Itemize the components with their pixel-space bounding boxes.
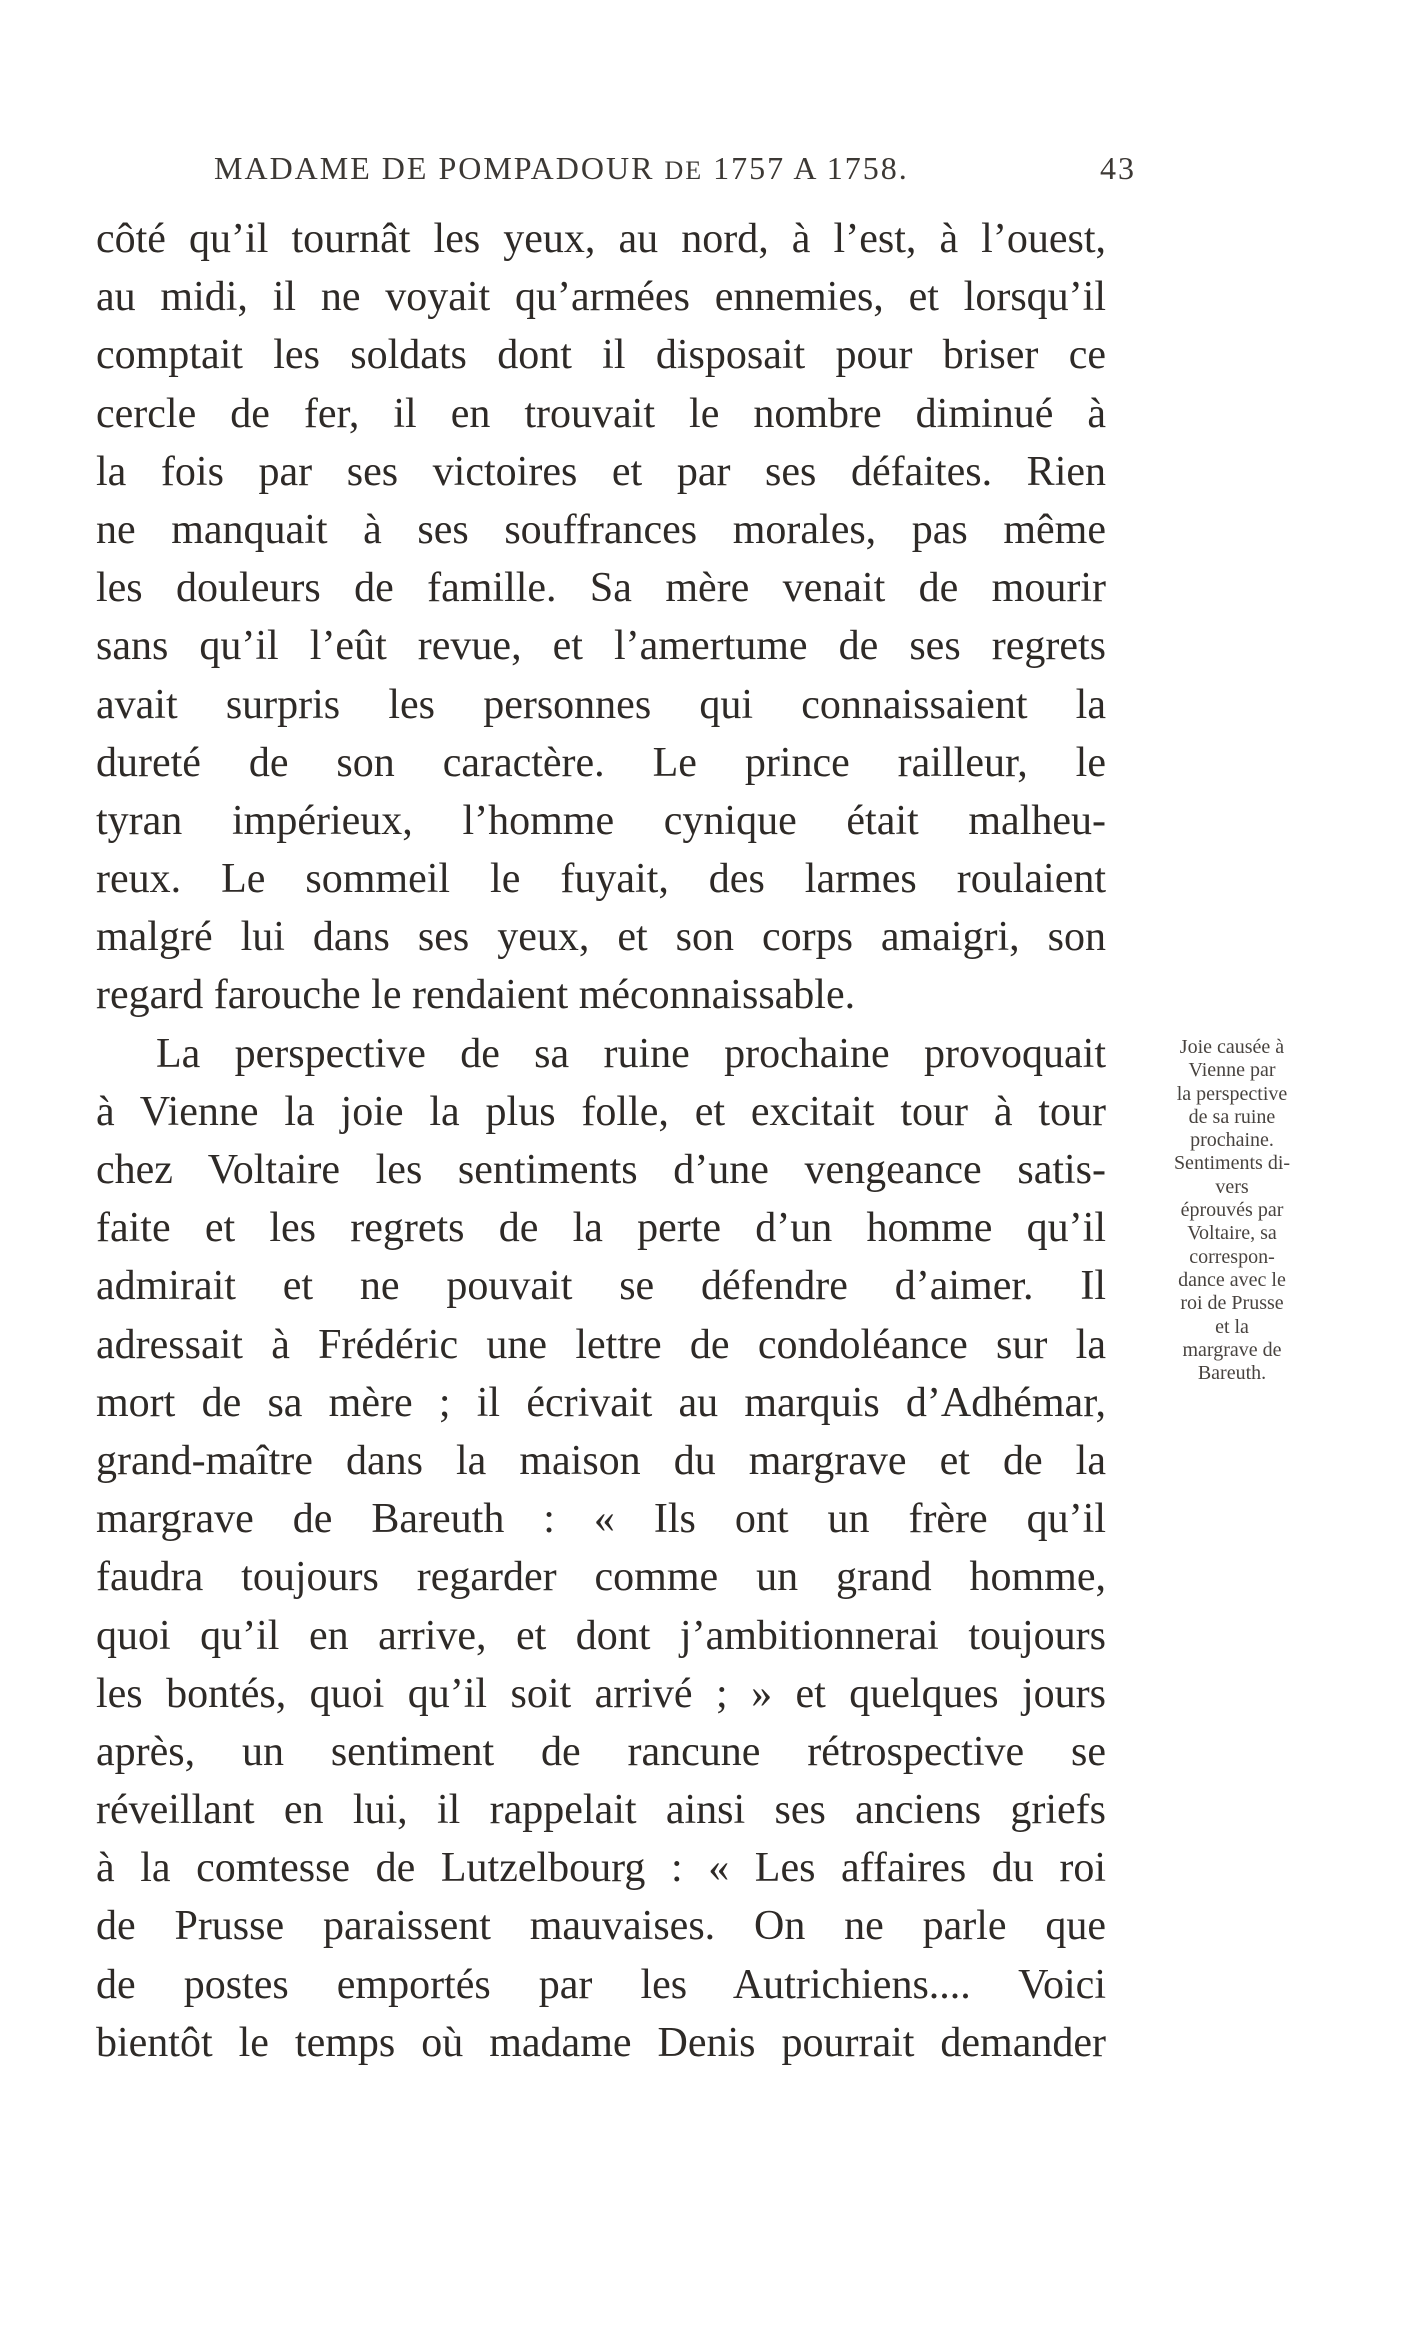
margin-note-line: et la <box>1215 1315 1249 1338</box>
text-line: réveillant en lui, il rappelait ainsi ses anciens griefs <box>96 1787 1106 1834</box>
margin-note-line: Joie causée à <box>1179 1036 1285 1058</box>
page-number: 43 <box>1100 150 1136 186</box>
margin-note-line: margrave de <box>1182 1338 1282 1361</box>
text-line: quoi qu’il en arrive, et dont j’ambitionnerai toujours <box>96 1612 1106 1659</box>
margin-note-line: dance avec le <box>1178 1268 1286 1291</box>
text-line: ne manquait à ses souffrances morales, pas même <box>96 506 1106 553</box>
text-line: les douleurs de famille. Sa mère venait de mourir <box>96 565 1106 612</box>
margin-note-line: vers <box>1215 1175 1249 1198</box>
margin-note-line: prochaine. <box>1190 1129 1274 1152</box>
running-title-main: MADAME DE POMPADOUR <box>214 150 655 186</box>
text-line: les bontés, quoi qu’il soit arrivé ; » et quelques jours <box>96 1670 1106 1717</box>
margin-note-line: correspon- <box>1189 1245 1275 1268</box>
text-line: margrave de Bareuth : « Ils ont un frère qu’il <box>96 1496 1106 1543</box>
text-line: faudra toujours regarder comme un grand homme, <box>96 1554 1106 1601</box>
margin-note-line: la perspective <box>1176 1082 1288 1105</box>
text-line: adressait à Frédéric une lettre de condoléance sur la <box>96 1321 1106 1368</box>
text-line: après, un sentiment de rancune rétrospective se <box>96 1728 1106 1775</box>
running-title-dates: 1757 A 1758. <box>713 150 909 186</box>
text-line: à la comtesse de Lutzelbourg : « Les affaires du roi <box>96 1845 1106 1892</box>
margin-note-line: éprouvés par <box>1180 1199 1284 1222</box>
text-line: grand-maître dans la maison du margrave et de la <box>96 1437 1106 1484</box>
text-line: chez Voltaire les sentiments d’une vengeance satis- <box>96 1147 1106 1193</box>
margin-note-line: roi de Prusse <box>1180 1292 1284 1315</box>
margin-note-line: Sentiments di- <box>1173 1152 1291 1175</box>
paragraph-end-line: regard farouche le rendaient méconnaissable. <box>96 972 856 1019</box>
margin-note <box>1126 1036 1338 1385</box>
text-line: mort de sa mère ; il écrivait au marquis d’Adhémar, <box>96 1379 1106 1426</box>
text-line: de Prusse paraissent mauvaises. On ne parle que <box>96 1903 1106 1950</box>
running-header <box>214 150 1136 190</box>
paragraph-start-line: La perspective de sa ruine prochaine provoquait <box>156 1030 1106 1077</box>
text-line: sans qu’il l’eût revue, et l’amertume de ses regrets <box>96 623 1106 670</box>
text-line: à Vienne la joie la plus folle, et excitait tour à tour <box>96 1088 1106 1135</box>
margin-note-line: de sa ruine <box>1188 1105 1276 1128</box>
running-title <box>214 150 909 187</box>
text-line: dureté de son caractère. Le prince railleur, le <box>96 739 1106 786</box>
text-line: la fois par ses victoires et par ses défaites. Rien <box>96 448 1106 495</box>
text-line: tyran impérieux, l’homme cynique était malheu- <box>96 797 1106 844</box>
margin-note-line: Voltaire, sa <box>1187 1222 1277 1245</box>
text-line: au midi, il ne voyait qu’armées ennemies, et lorsqu’il <box>96 274 1106 321</box>
text-line: comptait les soldats dont il disposait pour briser ce <box>96 332 1106 379</box>
margin-note-line: Vienne par <box>1188 1059 1276 1082</box>
text-line: faite et les regrets de la perte d’un homme qu’il <box>96 1205 1106 1252</box>
text-line: avait surpris les personnes qui connaissaient la <box>96 681 1106 728</box>
text-line: cercle de fer, il en trouvait le nombre diminué à <box>96 390 1106 437</box>
text-line: reux. Le sommeil le fuyait, des larmes roulaient <box>96 856 1106 903</box>
text-line: malgré lui dans ses yeux, et son corps amaigri, son <box>96 914 1106 961</box>
text-line: de postes emportés par les Autrichiens.... Voici <box>96 1961 1106 2008</box>
text-line: bientôt le temps où madame Denis pourrait demander <box>96 2019 1106 2066</box>
margin-note-line: Bareuth. <box>1197 1362 1267 1385</box>
running-title-de: DE <box>664 156 704 185</box>
text-line: admirait et ne pouvait se défendre d’aimer. Il <box>96 1263 1106 1310</box>
body-text <box>96 210 1106 2072</box>
text-line: côté qu’il tournât les yeux, au nord, à l’est, à l’ouest, <box>96 216 1106 262</box>
